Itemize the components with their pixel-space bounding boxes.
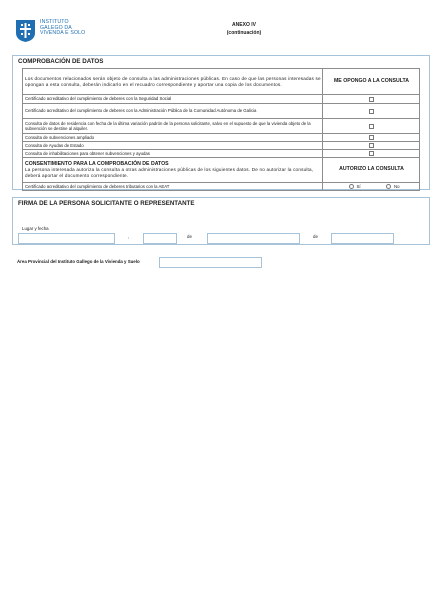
oppose-checkbox[interactable] [369, 97, 374, 102]
oppose-checkbox[interactable] [369, 124, 374, 129]
logo-line: INSTITUTO [40, 19, 69, 25]
oppose-cell [323, 142, 420, 150]
year-input[interactable] [331, 233, 394, 244]
signature-title: FIRMA DE LA PERSONA SOLICITANTE O REPRESENTANTE [18, 200, 195, 207]
oppose-checkbox[interactable] [369, 109, 374, 114]
table-row [23, 150, 420, 158]
oppose-cell [323, 134, 420, 142]
month-input[interactable] [207, 233, 300, 244]
oppose-header: ME OPONGO A LA CONSULTA [323, 69, 420, 95]
table-row [23, 134, 420, 142]
table-row [23, 158, 420, 183]
provincial-area-input[interactable] [159, 257, 262, 268]
consent-title: CONSENTIMIENTO PARA LA COMPROBACIÓN DE DATOS [25, 160, 169, 167]
consent-choice-cell [323, 183, 420, 191]
oppose-checkbox[interactable] [369, 151, 374, 156]
table-row [23, 119, 420, 134]
de-label: de [187, 234, 192, 239]
document-item: Certificado acreditativo del cumplimiento de deberes con la Administración Pública de la Comunidad Autónoma de Galicia [23, 104, 323, 119]
data-verification-title: COMPROBACIÓN DE DATOS [18, 58, 104, 65]
document-item: Certificado acreditativo del cumplimiento de deberes con la Seguridad Social [23, 95, 323, 104]
de-label: de [313, 234, 318, 239]
document-item: Consulta de datos de residencia con fecha de la última variación padrón de la persona solicitante, salvo en el supuesto de que la vivienda objeto de la subvención se destine al alquiler. [23, 119, 323, 134]
oppose-cell [323, 150, 420, 158]
place-date-label: Lugar y fecha [22, 226, 49, 231]
table-row [23, 95, 420, 104]
galicia-emblem-icon [16, 20, 35, 42]
oppose-cell [323, 104, 420, 119]
comma-separator: , [128, 234, 130, 239]
consent-item: Certificado acreditativo del cumplimiento de deberes tributarios con la AEAT [23, 183, 323, 191]
table-row [23, 69, 420, 95]
no-radio[interactable] [386, 184, 391, 189]
yes-radio[interactable] [349, 184, 354, 189]
oppose-cell [323, 119, 420, 134]
intro-text: Los documentos relacionados serán objeto de consulta a las administraciones públicas. En caso de que las personas interesadas se opongan a esta consulta, deberán indicarlo en el recuadro correspondiente y aportar una copia de los documentos. [23, 69, 323, 95]
provincial-area-label: Área Provincial del Instituto Gallego de la Vivienda y Suelo [17, 259, 140, 264]
institute-logo [16, 20, 86, 44]
consent-header-cell [23, 158, 323, 183]
table-row [23, 104, 420, 119]
logo-line: GALEGO DA [40, 24, 72, 31]
table-row [23, 142, 420, 150]
yes-label: Sí [356, 183, 361, 189]
place-input[interactable] [18, 233, 115, 244]
annex-subtitle: (continuación) [226, 30, 262, 36]
table-row [23, 183, 420, 191]
document-item: Consulta de inhabilitaciones para obtener subvenciones y ayudas [23, 150, 323, 158]
logo-line: VIVENDA E SOLO [40, 30, 86, 37]
day-input[interactable] [143, 233, 177, 244]
document-item: Consulta de Ayudas de Estado [23, 142, 323, 150]
authorize-header: AUTORIZO LA CONSULTA [323, 158, 420, 183]
oppose-cell [323, 95, 420, 104]
no-label: No [393, 183, 400, 189]
verification-table [22, 68, 420, 191]
oppose-checkbox[interactable] [369, 143, 374, 148]
consent-text: La persona interesada autoriza la consulta a otras administraciones públicas de los siguientes datos. De no autorizar la consulta, deberá aportar el documento correspondiente. [25, 166, 314, 179]
annex-heading [190, 21, 298, 37]
document-item: Consulta de subvenciones ampliado [23, 134, 323, 142]
annex-title: ANEXO IV [232, 22, 256, 28]
oppose-checkbox[interactable] [369, 135, 374, 140]
logo-text [40, 20, 85, 37]
